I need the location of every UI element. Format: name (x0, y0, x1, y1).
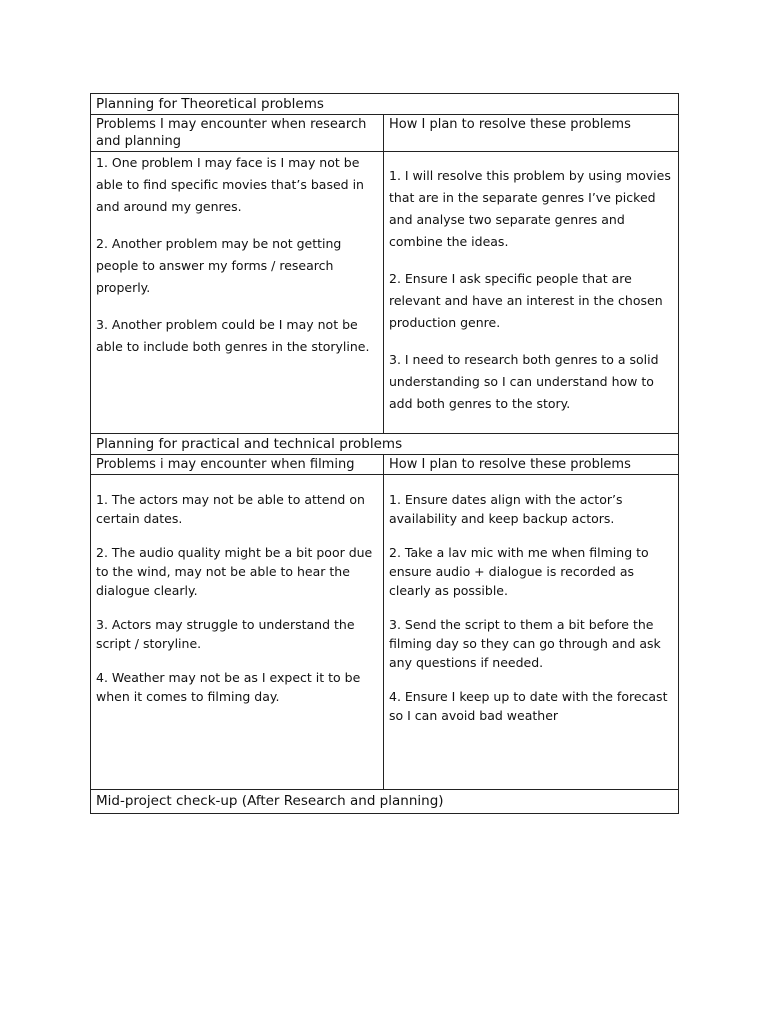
theoretical-problem-2: 2. Another problem may be not getting people to answer my forms / research properly. (96, 236, 342, 295)
practical-body-row (91, 475, 679, 790)
theoretical-solution-3: 3. I need to research both genres to a solid understanding so I can understand how to add both genres to the story. (389, 352, 659, 411)
checkup-section-row (91, 790, 679, 814)
theoretical-problems-header: Problems I may encounter when research and planning (91, 115, 384, 152)
practical-problem-1: 1. The actors may not be able to attend on certain dates. (96, 492, 365, 526)
theoretical-solution-2: 2. Ensure I ask specific people that are relevant and have an interest in the chosen production genre. (389, 271, 663, 330)
theoretical-solutions-cell (384, 152, 679, 434)
practical-solution-1: 1. Ensure dates align with the actor’s availability and keep backup actors. (389, 492, 623, 526)
practical-solutions-cell (384, 475, 679, 790)
theoretical-solution-1: 1. I will resolve this problem by using movies that are in the separate genres I’ve picked and analyse two separate genres and combine the ideas. (389, 168, 671, 249)
checkup-section-title: Mid-project check-up (After Research and planning) (91, 790, 679, 814)
theoretical-problem-1: 1. One problem I may face is I may not be able to find specific movies that’s based in and around my genres. (96, 155, 364, 214)
practical-section-title: Planning for practical and technical problems (91, 434, 679, 455)
practical-problems-header: Problems i may encounter when filming (91, 455, 384, 475)
practical-problem-2: 2. The audio quality might be a bit poor due to the wind, may not be able to hear the dialogue clearly. (96, 545, 373, 598)
theoretical-body-row (91, 152, 679, 434)
practical-problem-4: 4. Weather may not be as I expect it to be when it comes to filming day. (96, 670, 361, 704)
practical-problem-3: 3. Actors may struggle to understand the script / storyline. (96, 617, 355, 651)
theoretical-problems-cell (91, 152, 384, 434)
theoretical-section-title: Planning for Theoretical problems (91, 94, 679, 115)
practical-solution-2: 2. Take a lav mic with me when filming to ensure audio + dialogue is recorded as clearly as possible. (389, 545, 649, 598)
practical-header-row (91, 455, 679, 475)
theoretical-header-row (91, 115, 679, 152)
theoretical-solutions-header: How I plan to resolve these problems (384, 115, 679, 152)
theoretical-problem-3: 3. Another problem could be I may not be able to include both genres in the storyline. (96, 317, 370, 354)
planning-table (90, 93, 679, 814)
practical-solution-4: 4. Ensure I keep up to date with the forecast so I can avoid bad weather (389, 689, 668, 723)
practical-section-row (91, 434, 679, 455)
practical-solutions-header: How I plan to resolve these problems (384, 455, 679, 475)
theoretical-section-row (91, 94, 679, 115)
practical-solution-3: 3. Send the script to them a bit before the filming day so they can go through and ask any questions if needed. (389, 617, 661, 670)
practical-problems-cell (91, 475, 384, 790)
